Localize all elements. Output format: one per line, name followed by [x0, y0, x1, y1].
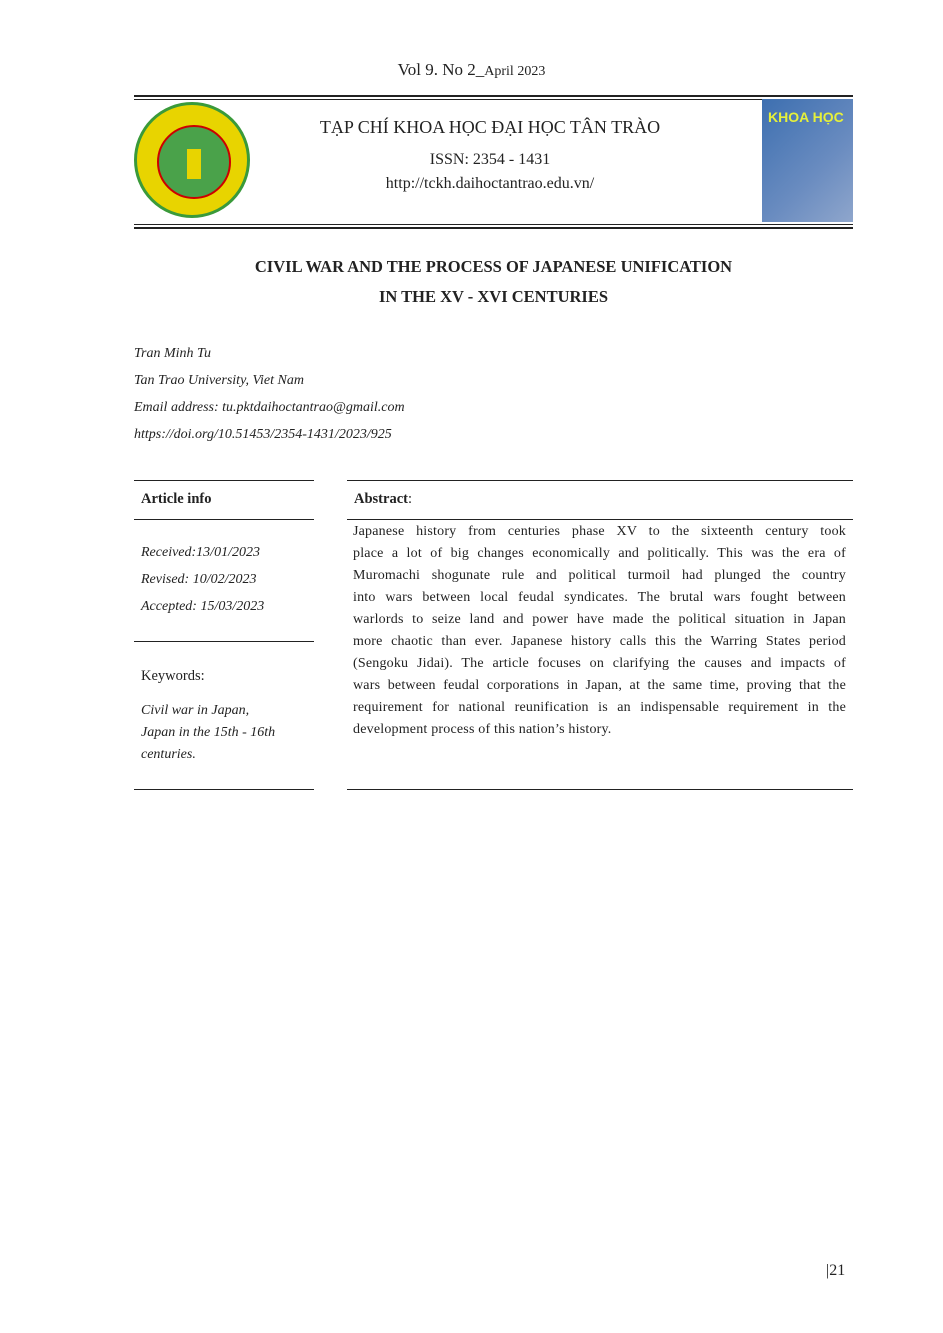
keyword: Japan in the 15th - 16th: [141, 725, 276, 740]
header-rule-top: [134, 95, 853, 97]
author-name: Tran Minh Tu: [134, 346, 212, 361]
university-logo: [134, 102, 250, 218]
keyword: centuries.: [141, 747, 196, 762]
header-rule-bottom-thin: [134, 224, 853, 225]
info-rule-bottom: [134, 789, 314, 790]
abstract-line: requirement for national reunification is an indispensable requirement in the: [353, 700, 846, 715]
volume-header: [0, 60, 943, 80]
accepted-date: Accepted: 15/03/2023: [141, 599, 265, 614]
abstract-rule: [347, 519, 853, 520]
revised-date: Revised: 10/02/2023: [141, 572, 257, 587]
page-number: |21: [826, 1262, 846, 1279]
header-rule-bottom: [134, 227, 853, 229]
abstract-line: (Sengoku Jidai). The article focuses on clarifying the causes and impacts of: [353, 656, 846, 671]
keywords-heading: Keywords:: [141, 668, 205, 684]
received-date: Received:13/01/2023: [141, 545, 260, 560]
author-email[interactable]: Email address: tu.pktdaihoctantrao@gmail.com: [134, 400, 405, 415]
volume-number: Vol 9. No 2_: [397, 60, 485, 79]
doi-link[interactable]: https://doi.org/10.51453/2354-1431/2023/925: [134, 427, 392, 442]
abstract-line: more chaotic than ever. Japanese history calls this the Warring States period: [353, 634, 846, 649]
header-rule-top-thin: [134, 99, 853, 100]
abstract-rule: [347, 480, 853, 481]
journal-url[interactable]: http://tckh.daihoctantrao.edu.vn/: [385, 175, 595, 192]
abstract-line: Japanese history from centuries phase XV to the sixteenth century took: [353, 524, 846, 539]
abstract-line: wars between feudal corporations in Japan, at the same time, proving that the: [353, 678, 846, 693]
abstract-line: place a lot of big changes economically and politically. This was the era of: [353, 546, 846, 561]
article-title-line: IN THE XV - XVI CENTURIES: [378, 287, 609, 306]
issue-date: April 2023: [484, 64, 546, 79]
abstract-rule-bottom: [347, 789, 853, 790]
author-affiliation: Tan Trao University, Viet Nam: [134, 373, 304, 388]
info-rule: [134, 480, 314, 481]
info-rule: [134, 641, 314, 642]
abstract-line: development process of this nation’s history.: [353, 722, 612, 737]
abstract-heading: Abstract:: [354, 491, 412, 507]
journal-issn: ISSN: 2354 - 1431: [429, 151, 551, 168]
abstract-line: into wars between local feudal syndicates. The brutal wars fought between: [353, 590, 846, 605]
info-rule: [134, 519, 314, 520]
keyword: Civil war in Japan,: [141, 703, 250, 718]
article-info-heading: Article info: [141, 491, 212, 507]
journal-name: TẠP CHÍ KHOA HỌC ĐẠI HỌC TÂN TRÀO: [319, 117, 661, 137]
article-title-line: CIVIL WAR AND THE PROCESS OF JAPANESE UNIFICATION: [254, 257, 733, 276]
journal-cover-image: KHOA HỌC: [762, 99, 853, 222]
abstract-line: warlords to seize land and power have made the political situation in Japan: [353, 612, 846, 627]
abstract-line: Muromachi shogunate rule and political turmoil had plunged the country: [353, 568, 846, 583]
